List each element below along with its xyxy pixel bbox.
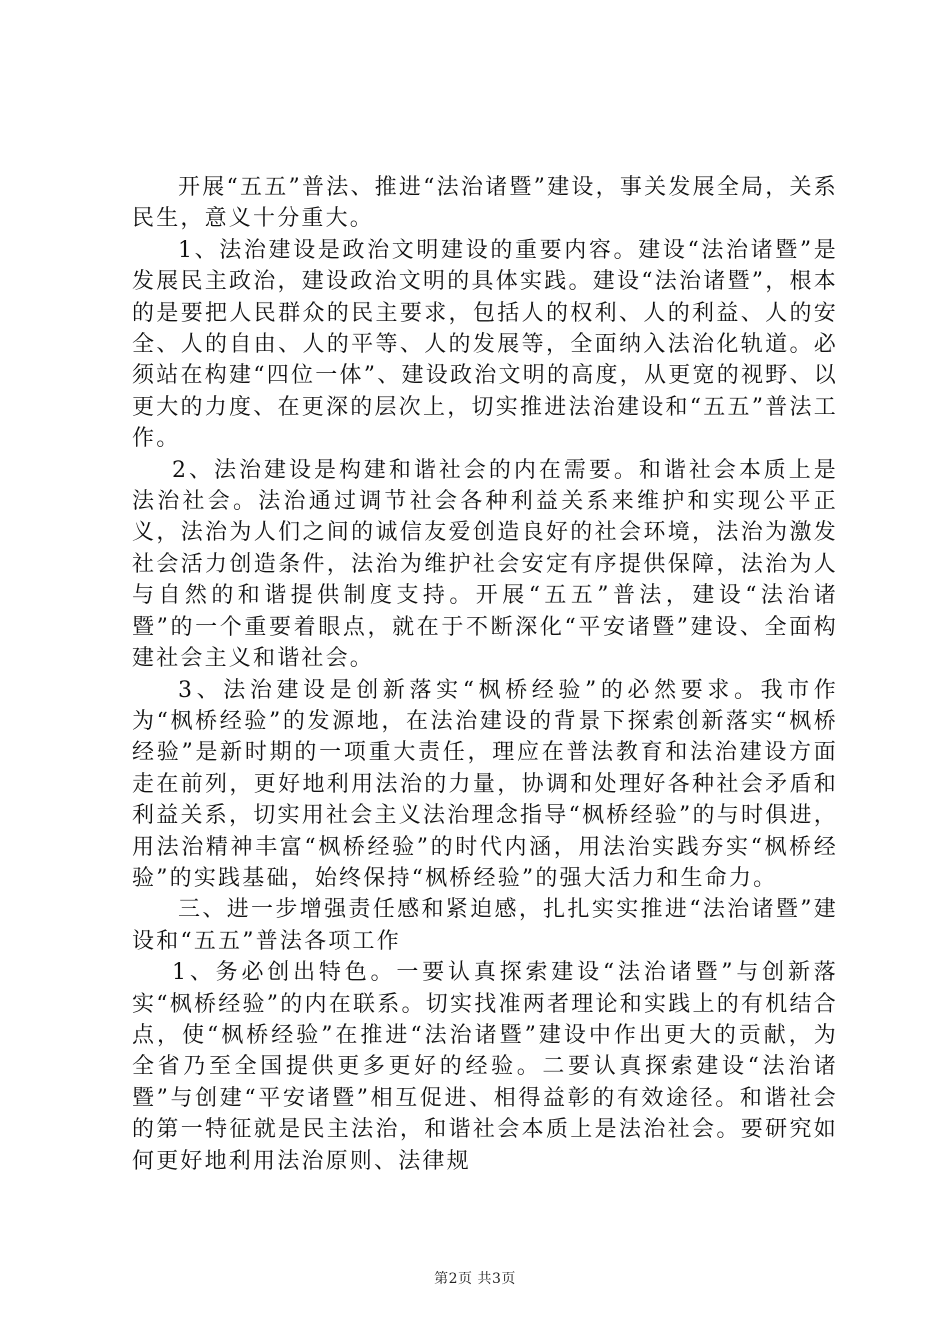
paragraph-point-2: 2、法治建设是构建和谐社会的内在需要。和谐社会本质上是法治社会。法治通过调节社会各种利益关系来维护和实现公平正义，法治为人们之间的诚信友爱创造良好的社会环境，法治为激发社会活力创造条件，法治为维护社会安定有序提供保障，法治为人与自然的和谐提供制度支持。开展“五五”普法，建设“法治诸暨”的一个重要着眼点，就在于不断深化“平安诸暨”建设、全面构建社会主义和谐社会。 bbox=[132, 457, 838, 672]
paragraph-point-1: 1、法治建设是政治文明建设的重要内容。建设“法治诸暨”是发展民主政治，建设政治文明的具体实践。建设“法治诸暨”，根本的是要把人民群众的民主要求，包括人的权利、人的利益、人的安全、人的自由、人的平等、人的发展等，全面纳入法治化轨道。必须站在构建“四位一体”、建设政治文明的高度，从更宽的视野、以更大的力度、在更深的层次上，切实推进法治建设和“五五”普法工作。 bbox=[132, 237, 838, 452]
paragraph-intro: 开展“五五”普法、推进“法治诸暨”建设，事关发展全局，关系民生，意义十分重大。 bbox=[132, 175, 838, 232]
page-footer: 第2页 共3页 bbox=[434, 1271, 516, 1287]
paragraph-point-3: 3、法治建设是创新落实“枫桥经验”的必然要求。我市作为“枫桥经验”的发源地，在法治建设的背景下探索创新落实“枫桥经验”是新时期的一项重大责任，理应在普法教育和法治建设方面走在前列，更好地利用法治的力量，协调和处理好各种社会矛盾和利益关系，切实用社会主义法治理念指导“枫桥经验”的与时俱进，用法治精神丰富“枫桥经验”的时代内涵，用法治实践夯实“枫桥经验”的实践基础，始终保持“枫桥经验”的强大活力和生命力。 bbox=[132, 677, 838, 891]
section-heading-3: 三、进一步增强责任感和紧迫感，扎扎实实推进“法治诸暨”建设和“五五”普法各项工作 bbox=[132, 897, 838, 954]
document-body bbox=[132, 172, 838, 1177]
paragraph-section3-point-1: 1、务必创出特色。一要认真探索建设“法治诸暨”与创新落实“枫桥经验”的内在联系。切实找准两者理论和实践上的有机结合点，使“枫桥经验”在推进“法治诸暨”建设中作出更大的贡献，为全省乃至全国提供更多更好的经验。二要认真探索建设“法治诸暨”与创建“平安诸暨”相互促进、相得益彰的有效途径。和谐社会的第一特征就是民主法治，和谐社会本质上是法治社会。要研究如何更好地利用法治原则、法律规 bbox=[132, 960, 838, 1174]
